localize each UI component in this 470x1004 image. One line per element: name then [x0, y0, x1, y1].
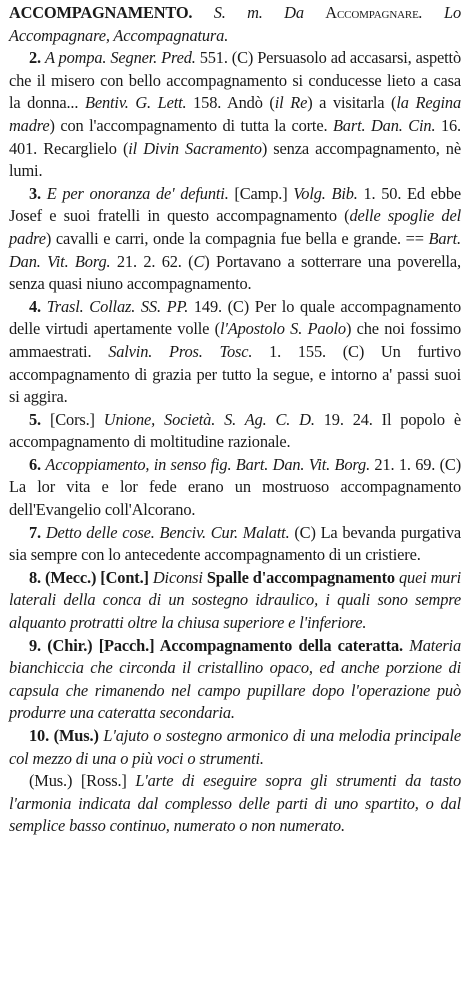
sense-body — [9, 297, 461, 406]
sense-paragraph — [9, 47, 461, 183]
sense-text-segment: Bart. Dan. Cin. — [332, 115, 436, 135]
sense-text-segment: Spalle d'accompagnamento — [206, 567, 395, 587]
sense-body — [9, 771, 461, 835]
sense-number: 2. — [29, 48, 41, 68]
sense-text-segment: ) a visitarla ( — [307, 93, 397, 113]
sense-text-segment: ) cavalli e carri, onde la compagnia fue bella e grande. == — [45, 228, 429, 248]
sense-text-segment: (Mecc.) [Cont.] — [45, 567, 153, 587]
sense-text-segment: (C) La bevanda purgativa sia sempre con lo antecedente accompagnamento di un cristiere. — [9, 522, 462, 565]
sense-text-segment: Accompagnamento della cateratta. — [159, 635, 404, 655]
sense-text-segment: la Regina madre — [9, 93, 461, 135]
sense-body — [9, 568, 461, 632]
sense-text-segment: Accoppiamento, in senso fig. Bart. Dan. Vit. Borg. — [45, 454, 371, 474]
etymology-prefix: Da — [284, 3, 304, 22]
entry-header — [9, 2, 461, 47]
sense-paragraph — [9, 567, 461, 635]
sense-text-segment: A pompa. Segner. Pred. — [45, 48, 196, 68]
sense-paragraph — [9, 183, 461, 296]
sense-text-segment: 19. 24. Il popolo è accompagnamento di moltitudine razionale. — [9, 409, 461, 452]
sense-text-segment: il Divin Sacramento — [128, 138, 262, 158]
sense-paragraph — [9, 409, 461, 454]
sense-text-segment: Unione, Società. S. Ag. C. D. — [103, 409, 315, 429]
sense-text-segment: Bentiv. G. Lett. — [84, 93, 187, 113]
sense-paragraph — [9, 454, 461, 522]
sense-body — [9, 523, 461, 565]
sense-body — [9, 410, 461, 452]
sense-number: 3. — [29, 183, 41, 203]
sense-text-segment: 149. (C) Per lo quale accompagnamento delle virtudi apertamente volle ( — [9, 296, 462, 339]
sense-text-segment: quei muri laterali della conca di un sostegno idraulico, i quali sono sempre alquanto protratti oltre la chiusa superiore e l'inferiore. — [9, 567, 461, 633]
sense-text-segment: ) che noi fossimo ammaestrati. — [9, 319, 461, 361]
sense-number: 10. — [29, 726, 50, 745]
sense-text-segment: 16. 401. Recarglielo ( — [9, 115, 461, 158]
sense-text-segment: 1. 155. (C) Un furtivo accompagnamento di grazia per tutto la segue, e intorno a' passi suoi si aggira. — [9, 341, 461, 407]
sense-text-segment: l'Apostolo S. Paolo — [219, 319, 346, 339]
etymology-tail: . Lo — [418, 3, 462, 22]
sense-text-segment: il Re — [274, 93, 308, 113]
sense-paragraph — [9, 296, 461, 409]
sense-text-segment: 158. Andò ( — [186, 93, 275, 113]
sense-text-segment: 1. 50. Ed ebbe Josef e suoi fratelli in questo accompagnamento ( — [9, 183, 462, 226]
senses-list — [9, 47, 461, 838]
sense-text-segment: E per onoranza de' defunti. — [46, 183, 229, 203]
sense-text-segment: Diconsi — [152, 567, 207, 587]
sense-text-segment: Bart. Dan. Vit. Borg. — [9, 228, 461, 271]
sense-text-segment: 21. 2. 62. ( — [110, 251, 194, 271]
sense-text-segment: [Cors.] — [49, 409, 104, 429]
etymology-word: Accompagnare — [325, 3, 419, 22]
sense-number: 8. — [29, 567, 41, 587]
sense-body — [9, 636, 461, 723]
etymology-variants: Accompagnare, Accompagnatura. — [9, 25, 229, 45]
sense-number: 7. — [29, 522, 41, 542]
headword: ACCOMPAGNAMENTO. — [9, 3, 193, 22]
sense-text-segment: ) con l'accompagnamento di tutta la corte. — [49, 115, 333, 135]
sense-paragraph — [9, 635, 461, 725]
sense-body — [9, 455, 461, 519]
sense-paragraph — [9, 770, 461, 838]
sense-text-segment: Salvin. Pros. Tosc. — [108, 341, 253, 361]
sense-text-segment: (Mus.) [Ross.] — [29, 771, 136, 791]
sense-text-segment: (Mus.) — [53, 726, 104, 745]
sense-number: 6. — [29, 454, 41, 474]
sense-text-segment: [Camp.] — [228, 183, 294, 203]
sense-text-segment: C — [193, 251, 205, 271]
sense-text-segment: (Chir.) [Pacch.] — [47, 635, 160, 655]
sense-text-segment: Materia bianchiccia che circonda il cristallino opaco, ed anche porzione di capsula che rimanendo nel campo pupillare dopo l'operazione può produrre una cateratta secondaria. — [9, 635, 461, 723]
sense-text-segment: ) senza accompagnamento, nè lumi. — [9, 138, 461, 181]
sense-number: 5. — [29, 409, 41, 429]
sense-text-segment: 551. (C) Persuasolo ad accasarsi, aspettò che il misero con bello accompagnamento si conducesse lieto a casa la donna... — [9, 48, 461, 113]
sense-text-segment: delle spoglie del padre — [9, 206, 461, 248]
sense-text-segment: 21. 1. 69. (C) La lor vita e lor fede erano un mostruoso accompagnamento dell'Evangelio coll'Alcorano. — [9, 454, 462, 520]
sense-body — [9, 48, 461, 180]
sense-body — [9, 184, 461, 293]
sense-text-segment: L'ajuto o sostegno armonico di una melodia principale col mezzo di una o più voci o strumenti. — [9, 726, 462, 768]
sense-text-segment: ) Portavano a sotterrare una poverella, senza quasi niuno accompagnamento. — [9, 251, 462, 294]
sense-number: 9. — [29, 635, 41, 655]
sense-text-segment: Volg. Bib. — [293, 183, 358, 203]
sense-paragraph — [9, 522, 461, 567]
sense-text-segment: Detto delle cose. Benciv. Cur. Malatt. — [45, 522, 290, 542]
sense-text-segment: Trasl. Collaz. SS. PP. — [46, 296, 189, 316]
grammar-label: S. m. — [213, 3, 263, 22]
sense-text-segment: L'arte di eseguire sopra gli strumenti da tasto l'armonia indicata dal complesso delle parti di uno spartito, o dal semplice basso continuo, numerato o non numerato. — [9, 771, 461, 836]
sense-paragraph — [9, 725, 461, 770]
sense-body — [9, 726, 461, 768]
sense-number: 4. — [29, 296, 41, 316]
